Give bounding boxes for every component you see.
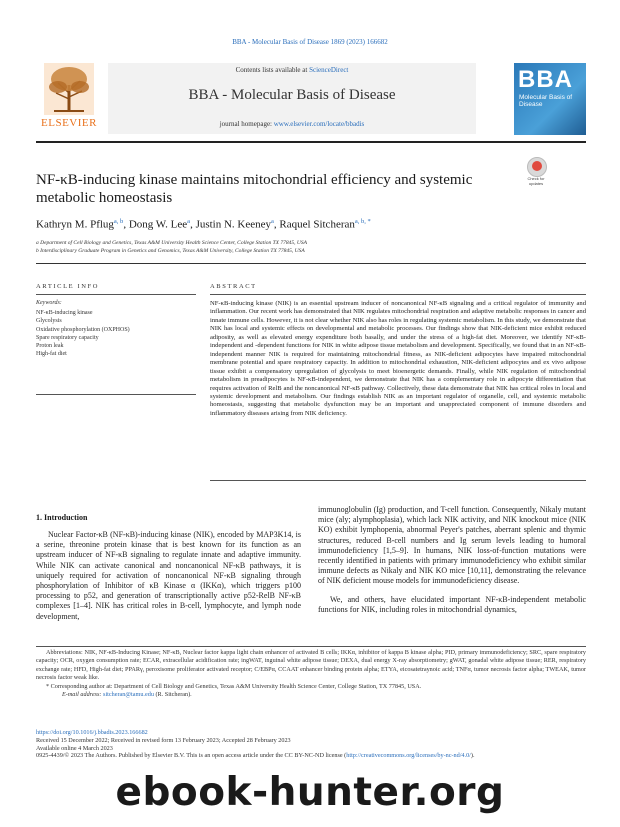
author-separator: , (273, 218, 280, 231)
footnote-rule (36, 646, 586, 647)
publisher-name: ELSEVIER (41, 117, 97, 129)
title-rule (36, 263, 586, 264)
corresponding-author-footnote: * Corresponding author at: Department of Cell Biology and Genetics, Texas A&M University Health Science Center, College Station, TX 77845, USA. (46, 682, 422, 690)
intro-paragraph-1: Nuclear Factor-κB (NF-κB)-inducing kinase (NIK), encoded by MAP3K14, is a serine, threonine protein kinase that is best known for its function as an upstream inducer of NF-κB signaling to regulate innate and adaptive immunity. While NIK can activate canonical and noncanonical NF-κB pathways, it is uniquely required for activation of noncanonical NF-κB signaling through phosphorylation of Inhibitor of κB Kinase α (IKKα), which triggers p100 processing to p52, and generation of transcriptionally active p52-RelB NF-κB complexes [1–4]. NIK has critical roles in B-cell, lymphocyte, and lymph node development, (36, 530, 301, 621)
author-separator: , (123, 218, 129, 231)
elsevier-logo (36, 63, 102, 133)
doi-link[interactable]: https://doi.org/10.1016/j.bbadis.2023.166682 (36, 729, 148, 736)
article-title: NF-κB-inducing kinase maintains mitochondrial efficiency and systemic metabolic homeostasis (36, 172, 473, 206)
journal-title: BBA - Molecular Basis of Disease (188, 87, 396, 103)
footnotes (36, 649, 586, 699)
cover-title: BBA (518, 66, 573, 93)
abstract-rule (210, 294, 586, 295)
keyword-item[interactable]: High-fat diet (36, 351, 67, 358)
keyword-item[interactable]: Glycolysis (36, 318, 62, 325)
intro-paragraph-2: immunoglobulin (Ig) production, and T-cell function. Consequently, Nikaly mutant mice (aly; alymphoplasia), which lack NIK activity, and NIK knockout mice (NIK KO) exhibit lymphopenia, abnormal Peyer's patches, aberrant splenic and thymic structures, reduced B-cell numbers and Ig serum levels leading to humoral immunodeficiency [1,5–9]. In humans, NIK loss-of-function mutations were recently identified in patients with primary immunodeficiency who exhibit similar immune defects as Nikaly and NIK KO mice [10,11], demonstrating the relevance of NIK deficient mouse models for immunodeficiency disease. (318, 505, 586, 586)
author-name[interactable]: Dong W. Lee (128, 218, 188, 231)
abstract-bottom-rule (210, 480, 586, 481)
keywords-rule (36, 394, 196, 395)
check-updates-label: Check for updates (527, 176, 545, 186)
contents-prefix: Contents lists available at (235, 66, 310, 74)
license-suffix: ). (470, 752, 475, 760)
homepage-line (108, 120, 476, 128)
license-line (36, 752, 586, 760)
abstract-heading: ABSTRACT (210, 283, 257, 290)
keyword-item[interactable]: NF-κB-inducing kinase (36, 310, 93, 316)
author-name[interactable]: Kathryn M. Pflug (36, 218, 114, 231)
homepage-prefix: journal homepage: (219, 120, 274, 128)
check-for-updates-badge[interactable] (521, 157, 551, 187)
license-text: 0925-4439/© 2023 The Authors. Published by Elsevier B.V. This is an open access article under the CC BY-NC-ND license ( (36, 752, 347, 760)
sciencedirect-link[interactable]: ScienceDirect (309, 66, 349, 74)
contents-line (108, 66, 476, 74)
abbreviations-footnote: Abbreviations: NIK, NF-κB-Inducing Kinase; NF-κB, Nuclear factor kappa light chain enhancer of activated B cells; IKKα, inhibitor of kappa B kinase alpha; PID, primary immunodeficiency; SRC, spare respiratory capacity; OCR, oxygen consumption rate; ECAR, extracellular acidification rate; ingWAT, inguinal white adipose tissue; DEXA, dual energy X-ray absorptiometry; gWAT, gonadal white adipose tissue; RER, respiratory exchange rate; HFD, High-fat diet; PPARγ, peroxisome proliferator activated receptor; C/EBPα, CCAAT enhancer binding protein alpha; ETYA, eicosatetraynoic acid; TNFα, tumor necrosis factor alpha; TWEAK, tumor necrosis factor weak like. (36, 649, 586, 682)
elsevier-tree-icon (44, 63, 94, 115)
author-list (36, 218, 586, 231)
introduction-heading: 1. Introduction (36, 513, 88, 522)
email-suffix: (R. Sitcheran). (153, 691, 192, 699)
available-online: Available online 4 March 2023 (36, 744, 113, 752)
article-info-heading: ARTICLE INFO (36, 283, 100, 290)
author-separator: , (190, 218, 196, 231)
check-updates-icon (527, 157, 547, 177)
author-name[interactable]: Raquel Sitcheran (279, 218, 355, 231)
author-name[interactable]: Justin N. Keeney (195, 218, 272, 231)
intro-paragraph-3: We, and others, have elucidated important NF-κB-independent metabolic functions for NIK, including roles in mitochondrial dynamics, (318, 595, 586, 615)
keywords-label: Keywords: (36, 300, 62, 306)
keyword-item[interactable]: Proton leak (36, 343, 64, 350)
keyword-item[interactable]: Spare respiratory capacity (36, 334, 99, 341)
abstract-text: NF-κB-inducing kinase (NIK) is an essential upstream inducer of noncanonical NF-κB signaling and a critical regulator of immunity and inflammation. Our recent work has demonstrated that NIK regulates mitochondrial respiration and adaptive metabolic responses in cancer and innate immune cells. However, it is not clear whether NIK also has roles in regulating systemic metabolism. In this study, we demonstrate that NIK has local and systemic effects on developmental and metabolic processes. Our findings show that NIK-deficient mice exhibit reduced adiposity, as well as elevated energy expenditure both basally, and under the stress of a high-fat diet. Moreover, we identify NF-κB-independent and -dependent functions for NIK in white adipose tissue metabolism and development. Specifically, we found that in an NF-κB-independent manner NIK is required for maintaining mitochondrial fitness, as NIK-deficient adipocytes have impaired mitochondrial membrane potential and spare respiratory capacity. In addition to mitochondrial exhaustion, NIK-deficient adipocytes and ex vivo adipose tissue exhibit a compensatory upregulation of glycolysis to meet bioenergetic demands. Finally, while NIK regulation of mitochondrial metabolism in preadipocytes is NF-κB-independent, we demonstrate that NIK has a complementary role in adipocyte differentiation that requires activation of RelB and the noncanonical NF-κB pathway. Collectively, these data demonstrate that NIK has critical roles in local and systemic development and metabolism. Our findings establish NIK as an important regulator of organelle, cell, and systemic metabolic homeostasis, suggesting that metabolic dysfunction may be an important and unappreciated component of immune disorders and inflammatory diseases arising from NIK deficiency. (210, 300, 586, 417)
license-link[interactable]: http://creativecommons.org/licenses/by-nc-nd/4.0/ (346, 752, 471, 760)
header-rule (36, 141, 586, 143)
affiliation-a: a Department of Cell Biology and Genetics, Texas A&M University Health Science Center, College Station TX 77845, USA (36, 240, 307, 246)
cover-subtitle: Molecular Basis of Disease (519, 94, 573, 108)
author-affiliation-mark[interactable]: a (187, 218, 191, 225)
affiliation-b: b Interdisciplinary Graduate Program in Genetics and Genomics, Texas A&M University, College Station TX 77845, USA (36, 248, 305, 254)
article-info-rule (36, 294, 196, 295)
author-affiliation-mark[interactable]: a (271, 218, 274, 225)
keyword-item[interactable]: Oxidative phosphorylation (OXPHOS) (36, 326, 130, 333)
email-label: E-mail address: (62, 691, 104, 699)
received-dates: Received 15 December 2022; Received in revised form 13 February 2023; Accepted 28 February 2023 (36, 736, 291, 744)
email-footnote (36, 691, 586, 699)
journal-cover (514, 63, 586, 135)
journal-reference[interactable]: BBA - Molecular Basis of Disease 1869 (2023) 166682 (232, 38, 388, 46)
keywords-list (36, 309, 196, 359)
journal-masthead (108, 63, 476, 134)
watermark: ebook-hunter.org (115, 770, 505, 815)
author-affiliation-mark[interactable]: a, b (113, 218, 124, 225)
email-link[interactable]: sitcheran@tamu.edu (103, 691, 154, 699)
author-affiliation-mark[interactable]: a, b, * (354, 218, 371, 225)
homepage-link[interactable]: www.elsevier.com/locate/bbadis (273, 120, 365, 128)
publication-info (36, 729, 586, 760)
